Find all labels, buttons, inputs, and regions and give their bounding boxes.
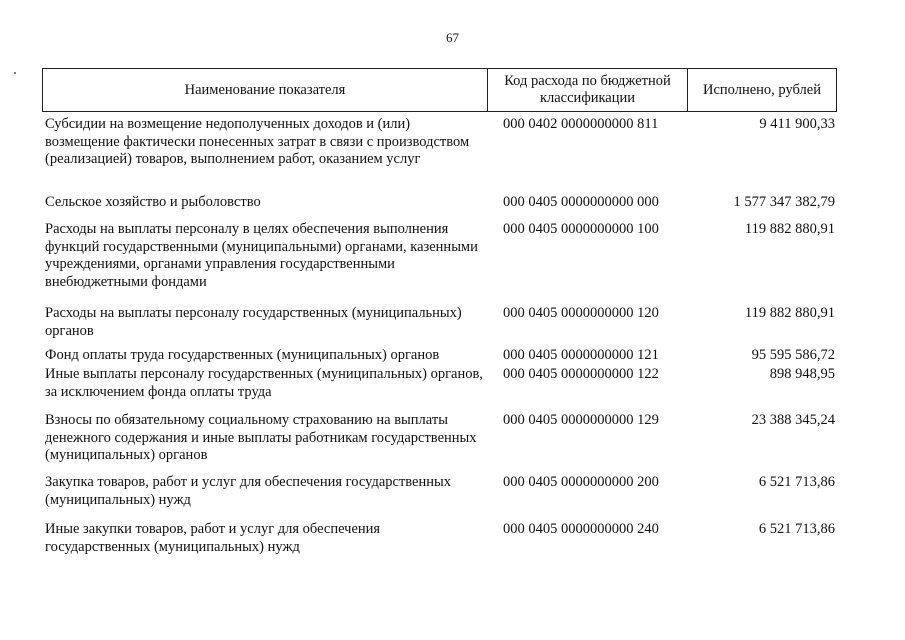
row-code: 000 0405 0000000000 120 <box>503 305 659 321</box>
row-value: 1 577 347 382,79 <box>733 194 835 210</box>
row-name: Фонд оплаты труда государственных (муниципальных) органов <box>45 347 440 363</box>
row-code: 000 0405 0000000000 122 <box>503 366 659 382</box>
row-value: 23 388 345,24 <box>751 412 835 428</box>
row-value: 95 595 586,72 <box>751 347 835 363</box>
row-name: Расходы на выплаты персоналу в целях обеспечения выполнения функций государственными (муниципальными) органами, казенными учреждениями, органами управления государственными внебюджетными фондами <box>45 221 478 290</box>
row-value: 898 948,95 <box>769 366 835 382</box>
row-code: 000 0405 0000000000 121 <box>503 347 659 363</box>
row-code: 000 0405 0000000000 129 <box>503 412 659 428</box>
row-name: Иные закупки товаров, работ и услуг для обеспечения государственных (муниципальных) нужд <box>45 521 381 555</box>
header-code: Код расхода по бюджетной классификации <box>488 69 688 111</box>
row-code: 000 0402 0000000000 811 <box>503 116 659 132</box>
scan-speck <box>14 72 16 74</box>
row-name: Закупка товаров, работ и услуг для обеспечения государственных (муниципальных) нужд <box>45 474 452 508</box>
row-name: Иные выплаты персоналу государственных (муниципальных) органов, за исключением фонда оплаты труда <box>45 366 483 400</box>
row-code: 000 0405 0000000000 100 <box>503 221 659 237</box>
row-name: Расходы на выплаты персоналу государственных (муниципальных) органов <box>45 305 462 339</box>
row-value: 6 521 713,86 <box>758 474 835 490</box>
table-header <box>42 68 837 112</box>
row-code: 000 0405 0000000000 200 <box>503 474 659 490</box>
row-value: 6 521 713,86 <box>758 521 835 537</box>
row-value: 119 882 880,91 <box>744 221 835 237</box>
row-name: Взносы по обязательному социальному страхованию на выплаты денежного содержания и иные выплаты работникам государственных (муниципальных) органов <box>45 412 477 464</box>
row-name: Сельское хозяйство и рыболовство <box>45 194 261 210</box>
row-value: 119 882 880,91 <box>744 305 835 321</box>
row-code: 000 0405 0000000000 000 <box>503 194 659 210</box>
header-executed: Исполнено, рублей <box>703 81 821 98</box>
row-value: 9 411 900,33 <box>759 116 835 132</box>
header-name: Наименование показателя <box>43 69 488 111</box>
row-code: 000 0405 0000000000 240 <box>503 521 659 537</box>
page-number: 67 <box>446 30 459 45</box>
row-name: Субсидии на возмещение недополученных доходов и (или) возмещение фактически понесенных затрат в связи с производством (реализацией) товаров, выполнением работ, оказанием услуг <box>45 116 470 168</box>
